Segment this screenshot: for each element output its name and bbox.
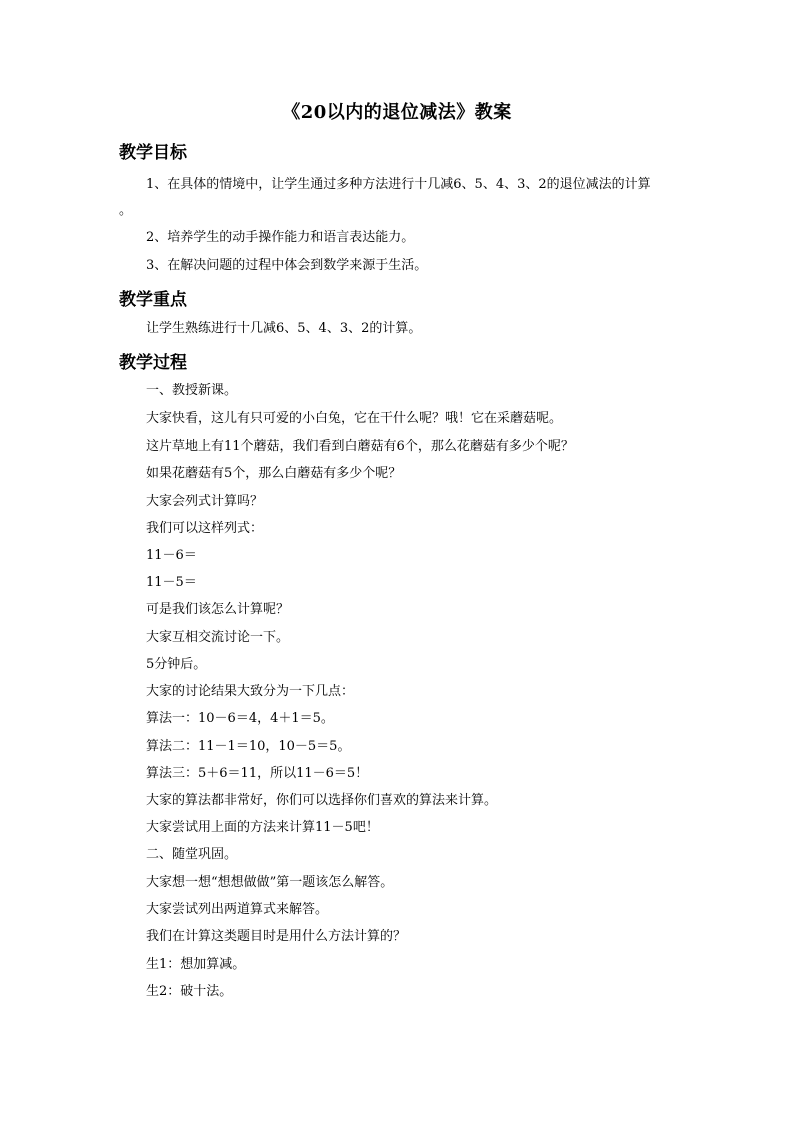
process-line-12: 大家的讨论结果大致分为一下几点： [146,684,355,699]
process-line-20: 大家尝试列出两道算式来解答。 [146,902,329,917]
process-line-4: 如果花蘑菇有5个，那么白蘑菇有多少个呢？ [146,466,402,481]
process-line-13: 算法一：10－6＝4，4＋1＝5。 [146,711,334,726]
process-line-17: 大家尝试用上面的方法来计算11－5吧！ [146,820,379,835]
goal-item-1: 1、在具体的情境中，让学生通过多种方法进行十几减6、5、4、3、2的退位减法的计算 [146,177,651,192]
process-line-23: 生2：破十法。 [146,984,233,999]
section-heading-goals: 教学目标 [119,143,187,163]
process-line-9: 可是我们该怎么计算呢？ [146,602,290,617]
goal-item-1-continuation: 。 [119,203,133,218]
process-line-8: 11－5＝ [146,575,197,590]
section-heading-process: 教学过程 [119,353,187,373]
process-line-1: 一、教授新课。 [146,383,238,398]
process-line-21: 我们在计算这类题目时是用什么方法计算的？ [146,929,407,944]
process-line-22: 生1：想加算减。 [146,957,246,972]
process-line-18: 二、随堂巩固。 [146,847,238,862]
section-heading-key-points: 教学重点 [119,290,187,310]
process-line-11: 5分钟后。 [146,657,207,672]
goal-item-2: 2、培养学生的动手操作能力和语言表达能力。 [146,230,415,245]
process-line-10: 大家互相交流讨论一下。 [146,630,290,645]
process-line-5: 大家会列式计算吗？ [146,494,264,509]
process-line-15: 算法三：5＋6＝11，所以11－6＝5！ [146,766,369,781]
process-line-6: 我们可以这样列式： [146,521,264,536]
process-line-19: 大家想一想“想想做做”第一题该怎么解答。 [146,875,394,890]
process-line-2: 大家快看，这儿有只可爱的小白兔，它在干什么呢？哦！它在采蘑菇呢。 [146,411,563,426]
process-line-14: 算法二：11－1＝10，10－5＝5。 [146,739,351,754]
key-point-item-1: 让学生熟练进行十几减6、5、4、3、2的计算。 [146,321,422,336]
document-title: 《20以内的退位减法》教案 [282,102,512,123]
process-line-7: 11－6＝ [146,548,197,563]
goal-item-3: 3、在解决问题的过程中体会到数学来源于生活。 [146,258,428,273]
process-line-3: 这片草地上有11个蘑菇，我们看到白蘑菇有6个，那么花蘑菇有多少个呢？ [146,439,574,454]
process-line-16: 大家的算法都非常好，你们可以选择你们喜欢的算法来计算。 [146,793,498,808]
